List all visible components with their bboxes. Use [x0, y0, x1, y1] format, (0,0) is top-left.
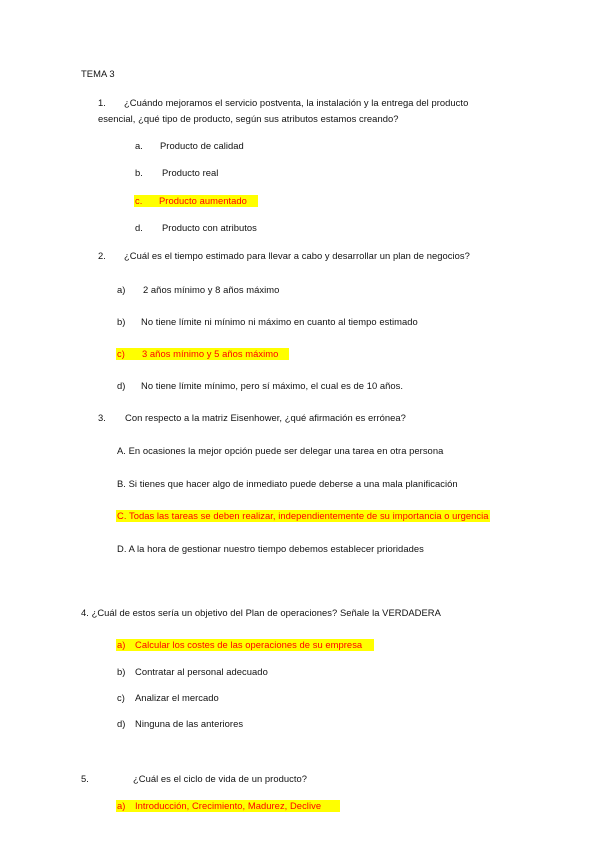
question-1-text-line2: esencial, ¿qué tipo de producto, según sus atributos estamos creando?: [98, 113, 399, 124]
q1-option-b-text: Producto real: [162, 167, 219, 178]
q2-option-b-letter: b): [117, 316, 126, 327]
question-1-text-line1: ¿Cuándo mejoramos el servicio postventa, la instalación y la entrega del producto: [124, 97, 469, 108]
question-5-number: 5.: [81, 773, 89, 784]
q1-option-c-letter: c.: [135, 195, 143, 206]
q4-option-b-letter: b): [117, 666, 126, 677]
q1-option-d-letter: d.: [135, 222, 143, 233]
question-3-text: Con respecto a la matriz Eisenhower, ¿qué afirmación es errónea?: [125, 412, 406, 423]
question-3-number: 3.: [98, 412, 106, 423]
q4-option-d-letter: d): [117, 718, 126, 729]
q4-option-d-text: Ninguna de las anteriores: [135, 718, 244, 729]
q5-option-a-letter: a): [117, 800, 126, 811]
q2-option-a-letter: a): [117, 284, 126, 295]
q1-option-c-correct: [134, 195, 258, 207]
q2-option-b-text: No tiene límite ni mínimo ni máximo en cuanto al tiempo estimado: [141, 316, 418, 327]
question-2-text: ¿Cuál es el tiempo estimado para llevar a cabo y desarrollar un plan de negocios?: [124, 250, 470, 261]
q2-option-d-text: No tiene límite mínimo, pero sí máximo, el cual es de 10 años.: [141, 380, 404, 391]
q2-option-c-letter: c): [117, 348, 125, 359]
q3-option-d: D. A la hora de gestionar nuestro tiempo debemos establecer prioridades: [117, 543, 424, 554]
q2-option-a-text: 2 años mínimo y 8 años máximo: [143, 284, 280, 295]
q1-option-a-text: Producto de calidad: [160, 140, 244, 151]
page-title: TEMA 3: [81, 68, 115, 79]
q4-option-c-text: Analizar el mercado: [135, 692, 219, 703]
q2-option-d-letter: d): [117, 380, 126, 391]
question-5-text: ¿Cuál es el ciclo de vida de un producto?: [133, 773, 308, 784]
q4-option-a-text: Calcular los costes de las operaciones de su empresa: [135, 639, 363, 650]
q1-option-c-text: Producto aumentado: [159, 195, 247, 206]
q4-option-a-correct: [116, 639, 374, 651]
q3-option-a: A. En ocasiones la mejor opción puede ser delegar una tarea en otra persona: [117, 445, 444, 456]
question-1-number: 1.: [98, 97, 106, 108]
question-2-number: 2.: [98, 250, 106, 261]
q2-option-c-text: 3 años mínimo y 5 años máximo: [142, 348, 279, 359]
q5-option-a-text: Introducción, Crecimiento, Madurez, Declive: [135, 800, 322, 811]
q2-option-c-correct: [116, 348, 289, 360]
q4-option-b-text: Contratar al personal adecuado: [135, 666, 268, 677]
q1-option-a-letter: a.: [135, 140, 143, 151]
q3-option-b: B. Si tienes que hacer algo de inmediato puede deberse a una mala planificación: [117, 478, 458, 489]
q1-option-b-letter: b.: [135, 167, 143, 178]
q3-option-c-correct: C. Todas las tareas se deben realizar, independientemente de su importancia o urgencia: [117, 510, 489, 521]
q1-option-d-text: Producto con atributos: [162, 222, 257, 233]
q5-option-a-correct: [116, 800, 340, 812]
q4-option-a-letter: a): [117, 639, 126, 650]
question-4-text: 4. ¿Cuál de estos sería un objetivo del Plan de operaciones? Señale la VERDADERA: [81, 607, 441, 618]
q4-option-c-letter: c): [117, 692, 125, 703]
